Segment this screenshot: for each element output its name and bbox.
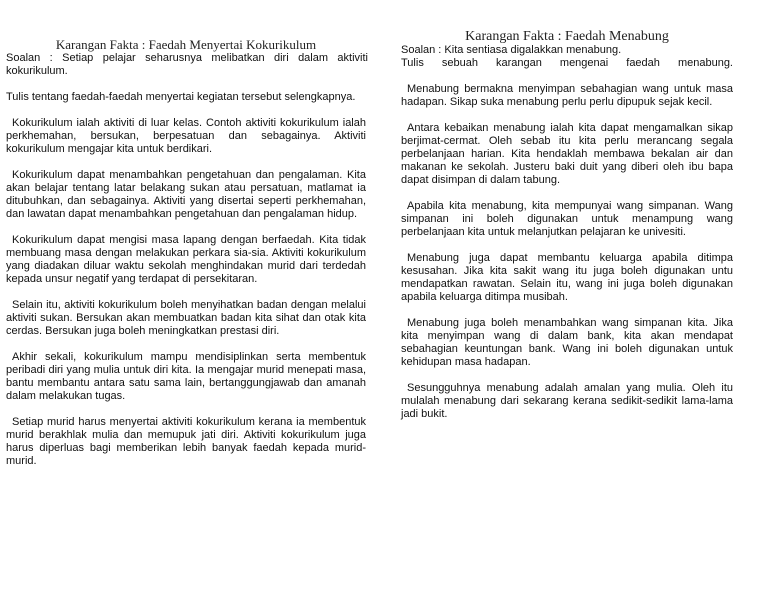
essay-paragraph: Kokurikulum ialah aktiviti di luar kelas. Contoh aktiviti kokurikulum ialah perkhemahan, bersukan, berpesatuan dan sebagainya. Aktiviti kokurikulum mengajar kita untuk berdikari. (6, 117, 366, 155)
essay-kokurikulum (6, 0, 366, 468)
essay-instruction: Tulis tentang faedah-faedah menyertai kegiatan tersebut selengkapnya. (6, 91, 356, 103)
essay-paragraph: Sesungguhnya menabung adalah amalan yang mulia. Oleh itu mulalah menabung dari sekarang kerana sedikit-sedikit lama-lama jadi bukit. (401, 382, 733, 420)
essay-paragraph: Setiap murid harus menyertai aktiviti kokurikulum kerana ia membentuk murid berakhlak mulia dan memupuk jati diri. Aktiviti kokurikulum juga harus diperluas bagi memberikan lebih banyak faedah kepada murid-murid. (6, 416, 366, 467)
essay-title: Karangan Fakta : Faedah Menabung (465, 29, 669, 44)
essay-paragraph: Apabila kita menabung, kita mempunyai wang simpanan. Wang simpanan ini boleh digunakan untuk menampung wang perbelanjaan kita untuk melanjutkan pelajaran ke univesiti. (401, 200, 733, 238)
essay-instruction: Tulis sebuah karangan mengenai faedah menabung. (401, 57, 733, 69)
essay-menabung (401, 0, 733, 421)
essay-title: Karangan Fakta : Faedah Menyertai Kokurikulum (55, 37, 317, 52)
essay-paragraph: Menabung juga dapat membantu keluarga apabila ditimpa kesusahan. Jika kita sakit wang itu juga boleh digunakan untu mendapatkan rawatan. Selain itu, wang ini juga boleh digunakan apabila keluarga ditimpa musibah. (401, 252, 733, 303)
essay-paragraph: Akhir sekali, kokurikulum mampu mendisiplinkan serta membentuk peribadi diri yang mulia untuk diri kita. Ia mengajar murid menepati masa, bantu membantu antara satu sama lain, bertanggungjawab dan amanah dalam melakukan tugas. (6, 351, 366, 402)
essay-question: Soalan : Kita sentiasa digalakkan menabung. (401, 44, 622, 56)
essay-paragraph: Antara kebaikan menabung ialah kita dapat mengamalkan sikap berjimat-cermat. Oleh sebab itu kita perlu merancang segala perbelanjaan harian. Kita hendaklah membawa bekalan air dan makanan ke sekolah. Justeru baki duit yang diberi oleh ibu bapa dapat disimpan di dalam tabung. (401, 122, 733, 186)
essay-paragraph: Kokurikulum dapat menambahkan pengetahuan dan pengalaman. Kita akan belajar tentang latar belakang sukan atau persatuan, matlamat ia ditubuhkan, dan sebagainya. Aktiviti yang disertai seperti perkhemahan, dan lawatan dapat menambahkan pengetahuan dan pengalaman hidup. (6, 169, 366, 220)
essay-paragraph: Selain itu, aktiviti kokurikulum boleh menyihatkan badan dengan melalui aktiviti sukan. Bersukan akan membuatkan badan kita sihat dan otak kita cerdas. Bersukan juga boleh meningkatkan prestasi diri. (6, 299, 366, 337)
essay-paragraph: Kokurikulum dapat mengisi masa lapang dengan berfaedah. Kita tidak membuang masa dengan melakukan perkara sia-sia. Aktiviti kokurikulum yang diadakan diluar waktu sekolah menghindakan murid dari terdedah kepada unsur negatif yang terdapat di persekitaran. (6, 234, 366, 285)
essay-paragraph: Menabung bermakna menyimpan sebahagian wang untuk masa hadapan. Sikap suka menabung perlu perlu dipupuk sejak kecil. (401, 83, 733, 108)
essay-paragraph: Menabung juga boleh menambahkan wang simpanan kita. Jika kita menyimpan wang di dalam bank, kita akan mendapat sebahagian keuntungan bank. Wang ini boleh digunakan untuk kehidupan masa hadapan. (401, 317, 733, 368)
essay-question: Soalan : Setiap pelajar seharusnya melibatkan diri dalam aktiviti kokurikulum. (6, 52, 368, 77)
